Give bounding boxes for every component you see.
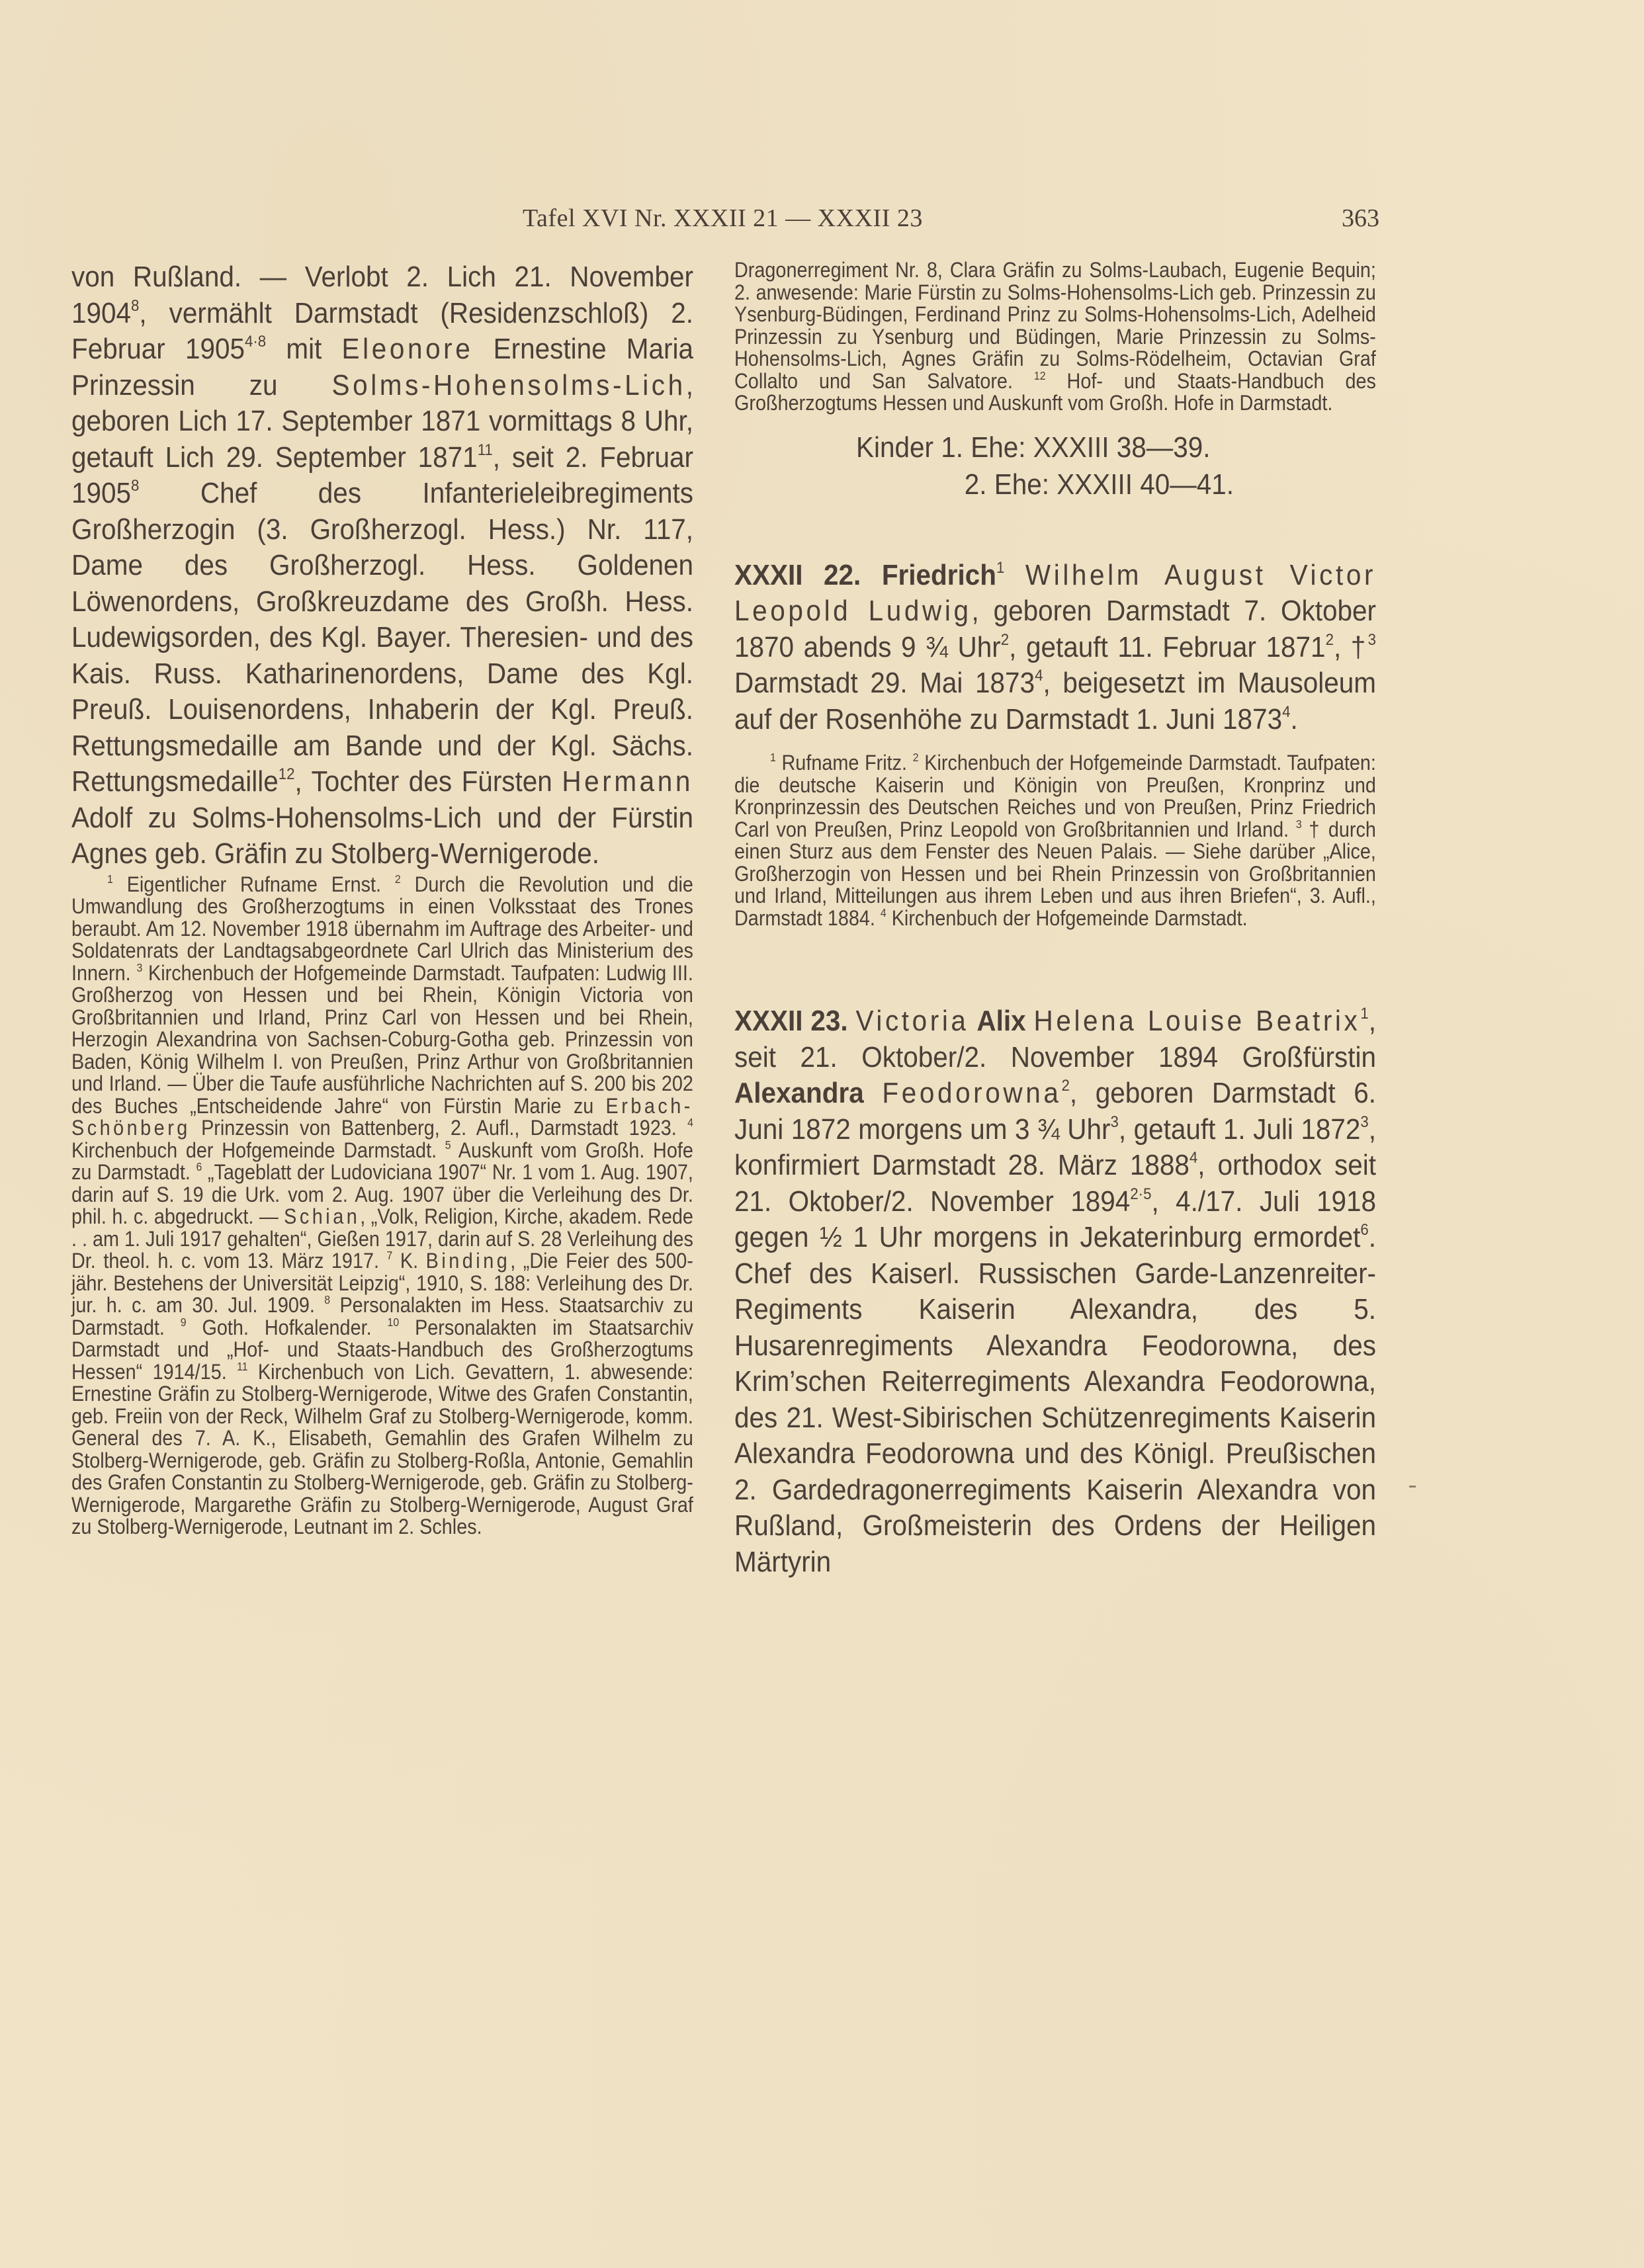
footnote-marker: 4	[1282, 702, 1291, 721]
footnote-marker: 3	[1295, 817, 1302, 831]
footnote-marker: 2	[1325, 630, 1334, 649]
footnote-marker: 8	[131, 296, 140, 315]
footnote-marker: 6	[1360, 1220, 1369, 1239]
children-references	[734, 429, 1324, 503]
spaced-name: Binding	[425, 1249, 511, 1273]
footnote-marker: 2	[1000, 630, 1010, 649]
running-title: Tafel XVI Nr. XXXII 21 — XXXII 23	[523, 204, 923, 232]
spaced-name: Solms-Hohensolms-Lich	[331, 368, 686, 401]
spaced-name: Wilhelm August Victor Leopold Ludwig	[734, 558, 1377, 627]
footnote-marker: 12	[278, 765, 295, 783]
spaced-name: Erbach-Schönberg	[71, 1093, 693, 1140]
entry-22-number: XXXII 22.	[734, 558, 861, 591]
entry-21-footnotes: $^1$ Eigentlicher Rufname Ernst. $^2$ Durch die Revolution und die Umwandlung des Großherzogtums in einen Volksstaat des Trones beraubt. Am 12. November 1918 übernahm im Auftrage des Arbeiter- und Soldatenrats der Landtagsabgeordnete Carl Ulrich das Ministerium des Innern. $^3$ Kirchenbuch der Hofgemeinde Darmstadt. Taufpaten: Ludwig III. Großherzog von Hessen und bei Rhein, Königin Victoria von Großbritannien und Irland, Prinz Carl von Hessen und bei Rhein, Herzogin Alexandrina von Sachsen-Coburg-Gotha geb. Prinzessin von Baden, König Wilhelm I. von Preußen, Prinz Arthur von Großbritannien und Irland. — Über die Taufe ausführliche Nachrichten auf S. 200 bis 202 des Buches „Entscheidende Jahre“ von Fürstin Marie zu Erbach-Schönberg Prinzessin von Battenberg, 2. Aufl., Darmstadt 1923. $^4$ Kirchenbuch der Hofgemeinde Darmstadt. $^5$ Auskunft vom Großh. Hofe zu Darmstadt. $^6$ „Tageblatt der Ludoviciana 1907“ Nr. 1 vom 1. Aug. 1907, darin auf S. 19 die Urk. vom 2. Aug. 1907 über die Verleihung des Dr. phil. h. c. abgedruckt. — Schian, „Volk, Religion, Kirche, akadem. Rede . . am 1. Juli 1917 gehalten“, Gießen 1917, darin auf S. 28 Verleihung des Dr. theol. h. c. vom 13. März 1917. $^7$ K. Binding, „Die Feier des 500-jähr. Bestehens der Universität Leipzig“, 1910, S. 188: Verleihung des Dr. jur. h. c. am 30. Jul. 1909. $^8$ Personalakten im Hess. Staatsarchiv zu Darmstadt. $^9$ Goth. Hofkalender. $^{10}$ Personalakten im Staatsarchiv Darmstadt und „Hof- und Staats-Handbuch des Großherzogtums Hessen“ 1914/15. $^{11}$ Kirchenbuch von Lich. Gevattern, 1. abwesende: Ernestine Gräfin zu Stolberg-Wernigerode, Witwe des Grafen Constantin, geb. Freiin von der Reck, Wilhelm Graf zu Stolberg-Wernigerode, komm. General des 7. A. K., Elisabeth, Gemahlin des Grafen Wilhelm zu Stolberg-Wernigerode, geb. Gräfin zu Stolberg-Roßla, Antonie, Gemahlin des Grafen Constantin zu Stolberg-Wernigerode, geb. Gräfin zu Stolberg-Wernigerode, Margarethe Gräfin zu Stolberg-Wernigerode, August Graf zu Stolberg-Wernigerode, Leutnant im 2. Schles.	[71, 872, 693, 1538]
entry-22-body: $^1$ Wilhelm August Victor Leopold Ludwig, geboren Darmstadt 7. Oktober 1870 abends 9 ¾ Uhr$^2$, getauft 11. Februar 1871$^2$, †$^3$ Darmstadt 29. Mai 1873$^4$, beigesetzt im Mausoleum auf der Rosenhöhe zu Darmstadt 1. Juni 1873$^4$.	[734, 558, 1377, 735]
footnote-marker: 3	[1110, 1113, 1119, 1131]
entry-21-continuation: von Rußland. — Verlobt 2. Lich 21. November 1904$^8$, vermählt Darmstadt (Residenzschloß) 2. Februar $1905^{4\cdot 8}$ mit Eleonore Ernestine Maria Prinzessin zu Solms-Hohensolms-Lich, geboren Lich 17. September 1871 vormittags 8 Uhr, getauft Lich 29. September 1871$^{11}$, seit 2. Februar 1905$^8$ Chef des Infanterieleibregiments Großherzogin (3. Großherzogl. Hess.) Nr. 117, Dame des Großherzogl. Hess. Goldenen Löwenordens, Großkreuzdame des Großh. Hess. Ludewigsorden, des Kgl. Bayer. Theresien- und des Kais. Russ. Katharinenordens, Dame des Kgl. Preuß. Louisenordens, Inhaberin der Kgl. Preuß. Rettungsmedaille am Bande und der Kgl. Sächs. Rettungsmedaille$^{12}$, Tochter des Fürsten Hermann Adolf zu Solms-Hohensolms-Lich und der Fürstin Agnes geb. Gräfin zu Stolberg-Wernigerode.	[71, 261, 694, 870]
footnote-marker: 4	[880, 905, 887, 919]
spaced-name: Feodorowna	[882, 1077, 1062, 1109]
entry-23	[734, 1003, 1376, 1580]
spaced-name: Eleonore	[341, 333, 474, 365]
footnote-marker: 2·5	[1130, 1185, 1152, 1203]
entry-23-body: Victoria Alix Helena Louise Beatrix$^1$, seit 21. Oktober/2. November 1894 Großfürstin Alexandra Feodorowna$^2$, geboren Darmstadt 6. Juni 1872 morgens um 3 ¾ Uhr$^3$, getauft 1. Juli 1872$^3$, konfirmiert Darmstadt 28. März 1888$^4$, orthodox seit 21. Oktober/2. November $1894^{2\cdot 5}$, 4./17. Juli 1918 gegen ½ 1 Uhr morgens in Jekaterinburg ermordet$^6$. Chef des Kaiserl. Russischen Garde-Lanzenreiter-Regiments Kaiserin Alexandra, des 5. Husarenregiments Alexandra Feodorowna, des Krim’schen Reiterregiments Alexandra Feodorowna, des 21. West-Sibirischen Schützenregiments Kaiserin Alexandra Feodorowna und des Königl. Preußischen 2. Gardedragonerregiments Kaiserin Alexandra von Rußland, Großmeisterin des Ordens der Heiligen Märtyrin	[734, 1004, 1377, 1578]
spaced-name: Victoria	[855, 1005, 969, 1037]
footnote-marker: 1	[107, 872, 113, 886]
page-number: 363	[1342, 204, 1379, 232]
footnote-marker: 2	[912, 750, 919, 764]
right-column	[734, 259, 1376, 1580]
footnote-marker: 8	[131, 476, 140, 495]
scan-speck	[1409, 1486, 1416, 1488]
footnote-marker: 5	[445, 1138, 451, 1152]
spaced-name: Schian	[284, 1204, 361, 1228]
footnote-marker: 3	[1360, 1113, 1369, 1131]
footnote-marker: 4·8	[244, 332, 267, 351]
footnote-marker: 1	[1360, 1004, 1369, 1023]
footnote-marker: 1	[996, 558, 1005, 577]
entry-23-number: XXXII 23.	[734, 1005, 848, 1037]
entry-22	[734, 558, 1376, 738]
footnote-marker: 10	[387, 1315, 400, 1329]
footnote-marker: 3	[136, 960, 143, 974]
footnote-marker: 12	[1033, 368, 1046, 382]
footnote-marker: 11	[237, 1359, 248, 1373]
footnote-marker: 4	[1189, 1148, 1198, 1167]
footnote-marker: 1	[770, 750, 776, 764]
bold-name: Alexandra	[734, 1077, 864, 1109]
spaced-name: Helena Louise Beatrix	[1033, 1005, 1361, 1037]
children-first-marriage: Kinder 1. Ehe: XXXIII 38—39.	[856, 431, 1211, 464]
footnote-marker: 2	[394, 872, 401, 886]
footnote-marker: 4	[1035, 666, 1043, 685]
bold-name: Alix	[976, 1005, 1026, 1037]
footnote-marker: 2	[1061, 1076, 1070, 1095]
footnote-continuation: Dragonerregiment Nr. 8, Clara Gräfin zu Solms-Laubach, Eugenie Bequin; 2. anwesende: Marie Fürstin zu Solms-Hohensolms-Lich geb. Prinzessin zu Ysenburg-Büdingen, Ferdinand Prinz zu Solms-Hohensolms-Lich, Adelheid Prinzessin zu Ysenburg und Büdingen, Marie Prinzessin zu Solms-Hohensolms-Lich, Agnes Gräfin zu Solms-Rödelheim, Octavian Graf Collalto und San Salvatore. $^{12}$ Hof- und Staats-Handbuch des Großherzogtums Hessen und Auskunft vom Großh. Hofe in Darmstadt.	[734, 258, 1376, 415]
footnote-marker: 6	[196, 1159, 202, 1173]
entry-22-footnotes: $^1$ Rufname Fritz. $^2$ Kirchenbuch der Hofgemeinde Darmstadt. Taufpaten: die deutsche Kaiserin und Königin von Preußen, Kronprinz und Kronprinzessin des Deutschen Reiches und von Preußen, Prinz Friedrich Carl von Preußen, Prinz Leopold von Großbritannien und Irland. $^3$ † durch einen Sturz aus dem Fenster des Neuen Palais. — Siehe darüber „Alice, Großherzogin von Hessen und bei Rhein Prinzessin von Großbritannien und Irland, Mitteilungen aus ihrem Leben und aus ihren Briefen“, 3. Aufl., Darmstadt 1884. $^4$ Kirchenbuch der Hofgemeinde Darmstadt.	[734, 750, 1376, 930]
footnote-marker: 11	[477, 441, 493, 459]
children-second-marriage: 2. Ehe: XXXIII 40—41.	[964, 468, 1234, 501]
footnote-marker: 7	[386, 1248, 393, 1262]
footnote-marker: 9	[180, 1315, 187, 1329]
running-header	[0, 204, 1644, 243]
spaced-name: Hermann	[562, 765, 694, 798]
left-column	[71, 259, 693, 1538]
footnote-marker: 4	[687, 1115, 693, 1129]
footnote-marker: 8	[324, 1292, 331, 1306]
footnote-marker: 3	[1367, 630, 1377, 649]
entry-22-name: Friedrich	[881, 558, 997, 591]
